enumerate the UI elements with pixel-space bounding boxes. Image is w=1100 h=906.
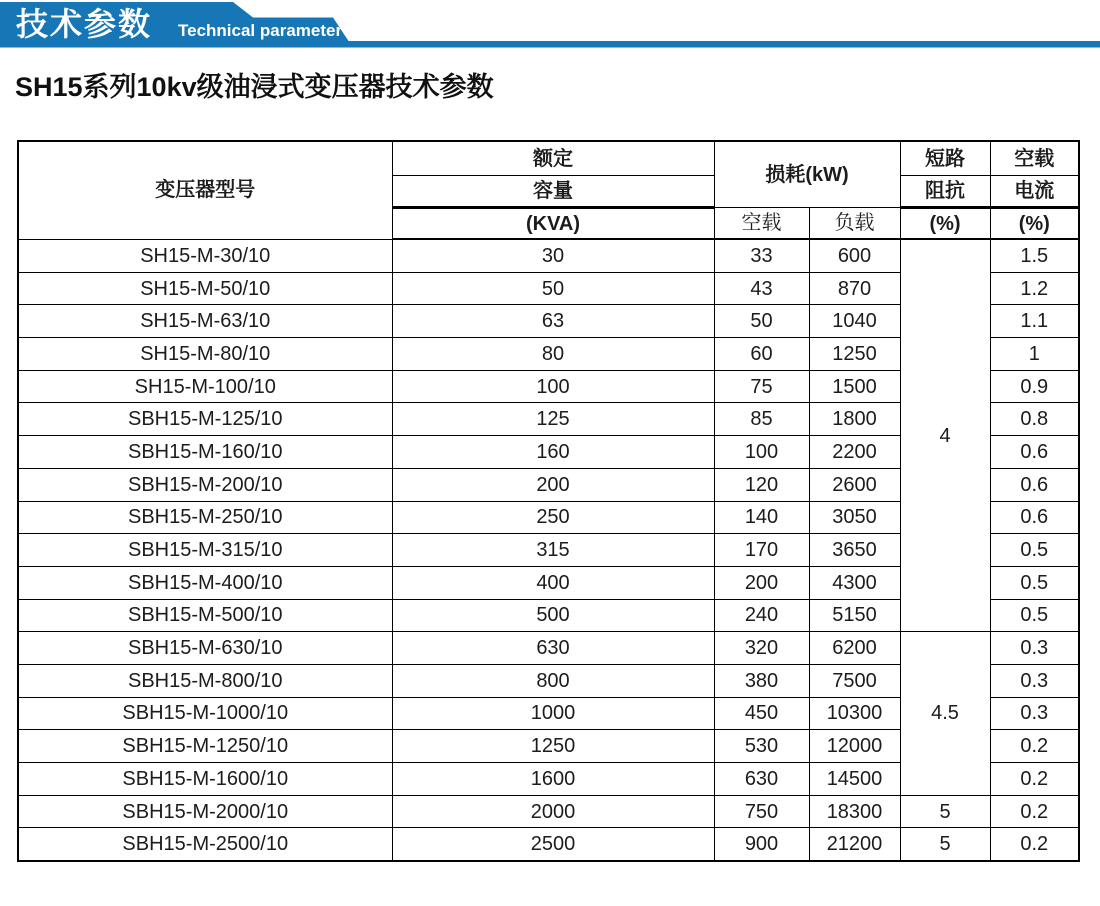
load-loss-cell: 18300: [809, 795, 900, 828]
model-cell: SBH15-M-2500/10: [18, 828, 392, 861]
noload-current-cell: 0.5: [990, 599, 1079, 632]
noload-loss-cell: 900: [714, 828, 809, 861]
load-loss-cell: 4300: [809, 566, 900, 599]
header-capacity-unit: (KVA): [392, 208, 714, 240]
noload-current-cell: 1.1: [990, 305, 1079, 338]
header-impedance-line1: 短路: [900, 141, 990, 176]
load-loss-cell: 6200: [809, 632, 900, 665]
kva-cell: 500: [392, 599, 714, 632]
load-loss-cell: 2200: [809, 436, 900, 469]
noload-current-cell: 0.6: [990, 436, 1079, 469]
noload-loss-cell: 60: [714, 338, 809, 371]
noload-loss-cell: 33: [714, 239, 809, 272]
kva-cell: 125: [392, 403, 714, 436]
model-cell: SH15-M-63/10: [18, 305, 392, 338]
kva-cell: 30: [392, 239, 714, 272]
noload-current-cell: 0.2: [990, 828, 1079, 861]
spec-table-header: [18, 141, 1079, 239]
table-row: [18, 795, 1079, 828]
noload-loss-cell: 50: [714, 305, 809, 338]
noload-current-cell: 1.5: [990, 239, 1079, 272]
header-loss-load: 负载: [809, 208, 900, 240]
kva-cell: 400: [392, 566, 714, 599]
load-loss-cell: 3050: [809, 501, 900, 534]
kva-cell: 80: [392, 338, 714, 371]
load-loss-cell: 1040: [809, 305, 900, 338]
kva-cell: 160: [392, 436, 714, 469]
noload-current-cell: 0.2: [990, 730, 1079, 763]
header-current-unit: (%): [990, 208, 1079, 240]
noload-loss-cell: 320: [714, 632, 809, 665]
header-impedance-line2: 阻抗: [900, 176, 990, 208]
header-impedance-unit: (%): [900, 208, 990, 240]
kva-cell: 2500: [392, 828, 714, 861]
noload-current-cell: 0.8: [990, 403, 1079, 436]
noload-current-cell: 0.9: [990, 370, 1079, 403]
noload-current-cell: 0.2: [990, 763, 1079, 796]
load-loss-cell: 1250: [809, 338, 900, 371]
noload-current-cell: 0.3: [990, 632, 1079, 665]
model-cell: SBH15-M-400/10: [18, 566, 392, 599]
table-row: [18, 632, 1079, 665]
page-title: SH15系列10kv级油浸式变压器技术参数: [15, 72, 494, 102]
kva-cell: 250: [392, 501, 714, 534]
load-loss-cell: 5150: [809, 599, 900, 632]
noload-current-cell: 1: [990, 338, 1079, 371]
header-current-line2: 电流: [990, 176, 1079, 208]
load-loss-cell: 870: [809, 272, 900, 305]
noload-loss-cell: 120: [714, 468, 809, 501]
kva-cell: 100: [392, 370, 714, 403]
load-loss-cell: 7500: [809, 664, 900, 697]
noload-loss-cell: 530: [714, 730, 809, 763]
model-cell: SH15-M-100/10: [18, 370, 392, 403]
noload-current-cell: 0.5: [990, 566, 1079, 599]
header-current-line1: 空载: [990, 141, 1079, 176]
header-loss: 损耗(kW): [714, 141, 900, 208]
header-loss-noload: 空载: [714, 208, 809, 240]
model-cell: SBH15-M-200/10: [18, 468, 392, 501]
kva-cell: 63: [392, 305, 714, 338]
impedance-cell: 4: [900, 239, 990, 632]
kva-cell: 1250: [392, 730, 714, 763]
model-cell: SBH15-M-2000/10: [18, 795, 392, 828]
model-cell: SBH15-M-630/10: [18, 632, 392, 665]
banner-ribbon-shape: [0, 2, 1100, 48]
header-capacity-line2: 容量: [392, 176, 714, 208]
noload-loss-cell: 240: [714, 599, 809, 632]
noload-current-cell: 0.2: [990, 795, 1079, 828]
load-loss-cell: 2600: [809, 468, 900, 501]
noload-loss-cell: 140: [714, 501, 809, 534]
header-model: 变压器型号: [18, 141, 392, 239]
table-row: [18, 828, 1079, 861]
noload-current-cell: 0.3: [990, 697, 1079, 730]
banner: [0, 0, 1100, 50]
load-loss-cell: 14500: [809, 763, 900, 796]
impedance-cell: 5: [900, 828, 990, 861]
header-capacity-line1: 额定: [392, 141, 714, 176]
header-row-1: [18, 141, 1079, 176]
noload-loss-cell: 100: [714, 436, 809, 469]
noload-loss-cell: 750: [714, 795, 809, 828]
noload-loss-cell: 630: [714, 763, 809, 796]
noload-loss-cell: 85: [714, 403, 809, 436]
model-cell: SBH15-M-250/10: [18, 501, 392, 534]
noload-current-cell: 0.5: [990, 534, 1079, 567]
kva-cell: 800: [392, 664, 714, 697]
noload-loss-cell: 75: [714, 370, 809, 403]
load-loss-cell: 3650: [809, 534, 900, 567]
kva-cell: 1600: [392, 763, 714, 796]
kva-cell: 315: [392, 534, 714, 567]
model-cell: SBH15-M-500/10: [18, 599, 392, 632]
kva-cell: 1000: [392, 697, 714, 730]
model-cell: SH15-M-50/10: [18, 272, 392, 305]
noload-current-cell: 0.6: [990, 468, 1079, 501]
model-cell: SBH15-M-315/10: [18, 534, 392, 567]
noload-loss-cell: 380: [714, 664, 809, 697]
kva-cell: 630: [392, 632, 714, 665]
noload-current-cell: 1.2: [990, 272, 1079, 305]
load-loss-cell: 600: [809, 239, 900, 272]
model-cell: SBH15-M-160/10: [18, 436, 392, 469]
kva-cell: 50: [392, 272, 714, 305]
spec-table-body: [18, 239, 1079, 861]
noload-loss-cell: 43: [714, 272, 809, 305]
load-loss-cell: 1800: [809, 403, 900, 436]
model-cell: SBH15-M-800/10: [18, 664, 392, 697]
model-cell: SBH15-M-1000/10: [18, 697, 392, 730]
load-loss-cell: 10300: [809, 697, 900, 730]
kva-cell: 2000: [392, 795, 714, 828]
noload-loss-cell: 450: [714, 697, 809, 730]
noload-loss-cell: 170: [714, 534, 809, 567]
table-row: [18, 239, 1079, 272]
model-cell: SH15-M-30/10: [18, 239, 392, 272]
noload-current-cell: 0.3: [990, 664, 1079, 697]
load-loss-cell: 12000: [809, 730, 900, 763]
model-cell: SH15-M-80/10: [18, 338, 392, 371]
model-cell: SBH15-M-1600/10: [18, 763, 392, 796]
banner-shape: [0, 0, 1100, 50]
kva-cell: 200: [392, 468, 714, 501]
banner-title-cn: 技术参数: [16, 6, 153, 42]
noload-current-cell: 0.6: [990, 501, 1079, 534]
impedance-cell: 5: [900, 795, 990, 828]
spec-table: [17, 140, 1080, 862]
noload-loss-cell: 200: [714, 566, 809, 599]
load-loss-cell: 1500: [809, 370, 900, 403]
model-cell: SBH15-M-1250/10: [18, 730, 392, 763]
model-cell: SBH15-M-125/10: [18, 403, 392, 436]
load-loss-cell: 21200: [809, 828, 900, 861]
banner-subtitle-en: Technical parameter: [178, 21, 343, 40]
impedance-cell: 4.5: [900, 632, 990, 795]
